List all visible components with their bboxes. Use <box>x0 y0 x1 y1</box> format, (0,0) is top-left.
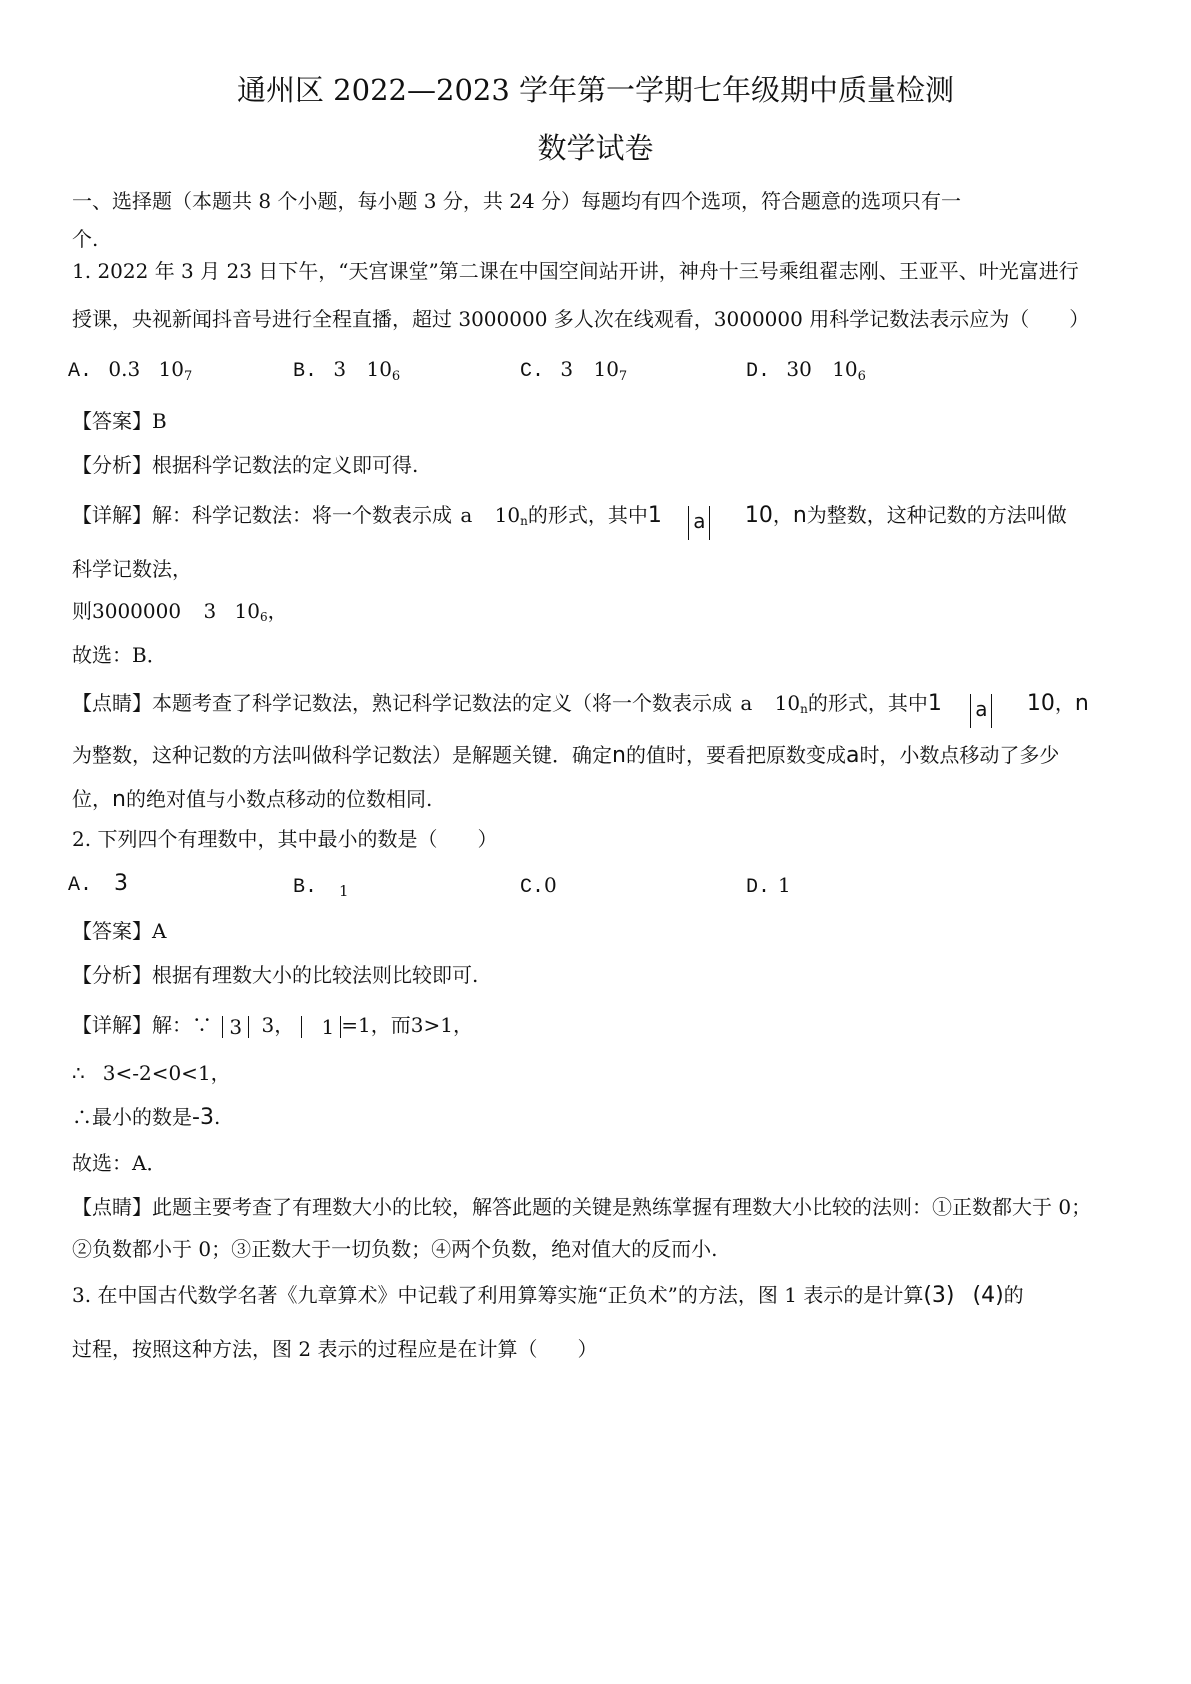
q1-option-a <box>68 356 192 390</box>
remark-text: 的形式，其中 <box>807 691 928 715</box>
var-n: n <box>112 787 126 812</box>
base-ten: 10 <box>774 691 801 715</box>
section-heading: 一、选择题（本题共 8 个小题，每小题 3 分，共 24 分）每题均有四个选项，符合题意的选项只有一 <box>72 189 962 213</box>
stem-text: 的 <box>1003 1283 1024 1307</box>
var-a: a <box>740 691 753 715</box>
q1-stem-line1: 1. 2022 年 3 月 23 日下午，“天宫课堂”第二课在中国空间站开讲，神舟十三号乘组翟志刚、王亚平、叶光富进行 <box>72 259 1079 283</box>
exam-subtitle: 数学试卷 <box>537 131 654 165</box>
base-ten: 10 <box>494 503 521 527</box>
q2-option-d <box>746 872 791 901</box>
option-value: 0 <box>544 873 557 897</box>
q2-stem: 2. 下列四个有理数中，其中最小的数是（ ） <box>72 827 498 851</box>
detail-text: 为整数，这种记数的方法叫做 <box>806 503 1067 527</box>
section-heading-cont: 个. <box>72 227 99 251</box>
detail-tag: 【详解】 <box>72 503 152 527</box>
num-ten: 10 <box>1026 691 1055 716</box>
therefore-symbol: ∴ <box>72 1061 85 1085</box>
option-exp: 7 <box>618 369 628 384</box>
compare: 3>1 <box>410 1013 453 1037</box>
detail-text: ∴最小的数是 <box>72 1105 192 1129</box>
remark-text: 为整数，这种记数的方法叫做科学记数法）是解题关键．确定 <box>72 743 612 767</box>
q1-choose: 故选：B． <box>72 643 167 667</box>
option-value: 3 <box>114 871 129 896</box>
number: 3000000 <box>92 599 182 623</box>
exp: 6 <box>259 610 268 624</box>
var-n: n <box>612 743 626 768</box>
comma: ， <box>370 1013 391 1037</box>
num-ten: 10 <box>744 503 773 528</box>
answer-tag: 【答案】 <box>72 919 152 943</box>
option-base: 10 <box>366 357 392 381</box>
q1-remark-line3 <box>72 786 432 813</box>
stem-text: 3. 在中国古代数学名著《九章算术》中记载了利用算筹实施“正负术”的方法，图 1 表示的是计算 <box>72 1283 924 1307</box>
abs-content: 3 <box>229 1015 243 1039</box>
option-exp: 7 <box>184 369 193 384</box>
option-label: A. <box>68 874 93 897</box>
comma: ， <box>210 1061 231 1085</box>
q1-detail-line1 <box>72 502 1067 540</box>
option-label: B. <box>293 876 318 899</box>
remark-text: 的绝对值与小数点移动的位数相同. <box>125 787 433 811</box>
q2-remark-line2: ②负数都小于 0；③正数大于一切负数；④两个负数，绝对值大的反而小. <box>72 1237 718 1261</box>
q2-option-a <box>68 870 128 899</box>
q2-detail-line1 <box>72 1012 473 1038</box>
option-value: 1 <box>339 882 349 900</box>
option-base: 10 <box>158 357 184 381</box>
detail-tag: 【详解】 <box>72 1013 152 1037</box>
analysis-text: 根据有理数大小的比较法则比较即可. <box>152 963 479 987</box>
exp-n: n <box>800 702 808 716</box>
q3-stem-line2: 过程，按照这种方法，图 2 表示的过程应是在计算（ ） <box>72 1337 598 1361</box>
analysis-text: 根据科学记数法的定义即可得. <box>152 453 419 477</box>
q1-analysis <box>72 452 418 478</box>
var-a: a <box>845 743 860 768</box>
remark-text: 本题考查了科学记数法，熟记科学记数法的定义（将一个数表示成 <box>152 691 732 715</box>
option-label: B. <box>293 360 318 383</box>
option-exp: 6 <box>391 369 401 384</box>
expr-b: (4) <box>972 1283 1004 1308</box>
q1-detail-line2: 科学记数法， <box>72 557 192 581</box>
analysis-tag: 【分析】 <box>72 963 152 987</box>
q1-remark-line2 <box>72 742 1059 769</box>
option-coef: 3 <box>560 357 574 381</box>
base-ten: 10 <box>234 599 260 623</box>
var-n: n <box>792 503 807 528</box>
option-label: A. <box>68 360 93 383</box>
var-a: a <box>460 503 473 527</box>
detail-text: 而 <box>390 1013 411 1037</box>
equals: =1 <box>341 1013 371 1037</box>
var-n: n <box>1074 691 1089 716</box>
num-one: 1 <box>647 503 662 528</box>
q1-detail-line3 <box>72 598 288 630</box>
remark-tag: 【点睛】 <box>72 1195 152 1219</box>
period: . <box>213 1105 221 1129</box>
option-coef: 0.3 <box>108 357 141 381</box>
q2-detail-line2 <box>72 1060 231 1086</box>
expr-a: (3) <box>923 1283 955 1308</box>
q1-remark-line1 <box>72 690 1089 728</box>
q1-option-c <box>520 356 627 390</box>
option-base: 10 <box>832 357 858 381</box>
answer-value: A <box>152 919 167 943</box>
q2-answer <box>72 918 166 944</box>
comma: ， <box>452 1013 473 1037</box>
abs-content: 1 <box>321 1015 335 1039</box>
abs-value <box>301 1016 342 1038</box>
option-coef: 30 <box>786 357 812 381</box>
abs-a: a <box>688 506 710 540</box>
detail-text: 解：∵ <box>152 1013 212 1037</box>
abs-a: a <box>970 694 992 728</box>
remark-text: 的值时，要看把原数变成 <box>625 743 846 767</box>
option-label: D. <box>746 360 771 383</box>
analysis-tag: 【分析】 <box>72 453 152 477</box>
comma: ， <box>1054 691 1075 715</box>
answer-tag: 【答案】 <box>72 409 152 433</box>
coef: 3 <box>203 599 217 623</box>
q2-detail-line3 <box>72 1104 220 1131</box>
detail-text: 则 <box>72 599 92 623</box>
q2-choose: 故选：A． <box>72 1151 167 1175</box>
abs-value <box>222 1016 249 1038</box>
option-coef: 3 <box>333 357 347 381</box>
exp-n: n <box>520 514 528 528</box>
remark-text: 位， <box>72 787 112 811</box>
q2-analysis <box>72 962 478 988</box>
q1-answer <box>72 408 167 434</box>
q2-option-c <box>520 872 557 901</box>
q1-option-b <box>293 356 400 390</box>
option-label: C. <box>520 360 545 383</box>
q2-option-b <box>293 872 349 904</box>
min-value: -3 <box>192 1105 214 1130</box>
answer-value: B <box>152 409 167 433</box>
exam-title: 通州区 2022—2023 学年第一学期七年级期中质量检测 <box>236 73 955 107</box>
value: 3 <box>261 1013 275 1037</box>
option-label: D. <box>746 876 771 899</box>
q1-stem-line2: 授课，央视新闻抖音号进行全程直播，超过 3000000 多人次在线观看，3000000 用科学记数法表示应为（ ） <box>72 307 1090 331</box>
option-base: 10 <box>593 357 619 381</box>
remark-text: 此题主要考查了有理数大小的比较，解答此题的关键是熟练掌握有理数大小比较的法则：①正数都大于 0； <box>152 1195 1092 1219</box>
detail-text: 的形式，其中 <box>527 503 648 527</box>
q2-remark-line1 <box>72 1194 1091 1220</box>
q3-stem-line1 <box>72 1282 1024 1309</box>
inequality: 3<-2<0<1 <box>102 1061 211 1085</box>
num-one: 1 <box>927 691 942 716</box>
remark-text: 时，小数点移动了多少 <box>859 743 1060 767</box>
option-value: 1 <box>778 873 791 897</box>
comma: ， <box>267 599 288 623</box>
comma: ， <box>772 503 793 527</box>
option-exp: 6 <box>857 369 866 384</box>
remark-tag: 【点睛】 <box>72 691 152 715</box>
comma: ， <box>274 1013 295 1037</box>
option-label: C. <box>520 876 545 899</box>
q1-option-d <box>746 356 866 390</box>
detail-text: 解：科学记数法：将一个数表示成 <box>152 503 452 527</box>
